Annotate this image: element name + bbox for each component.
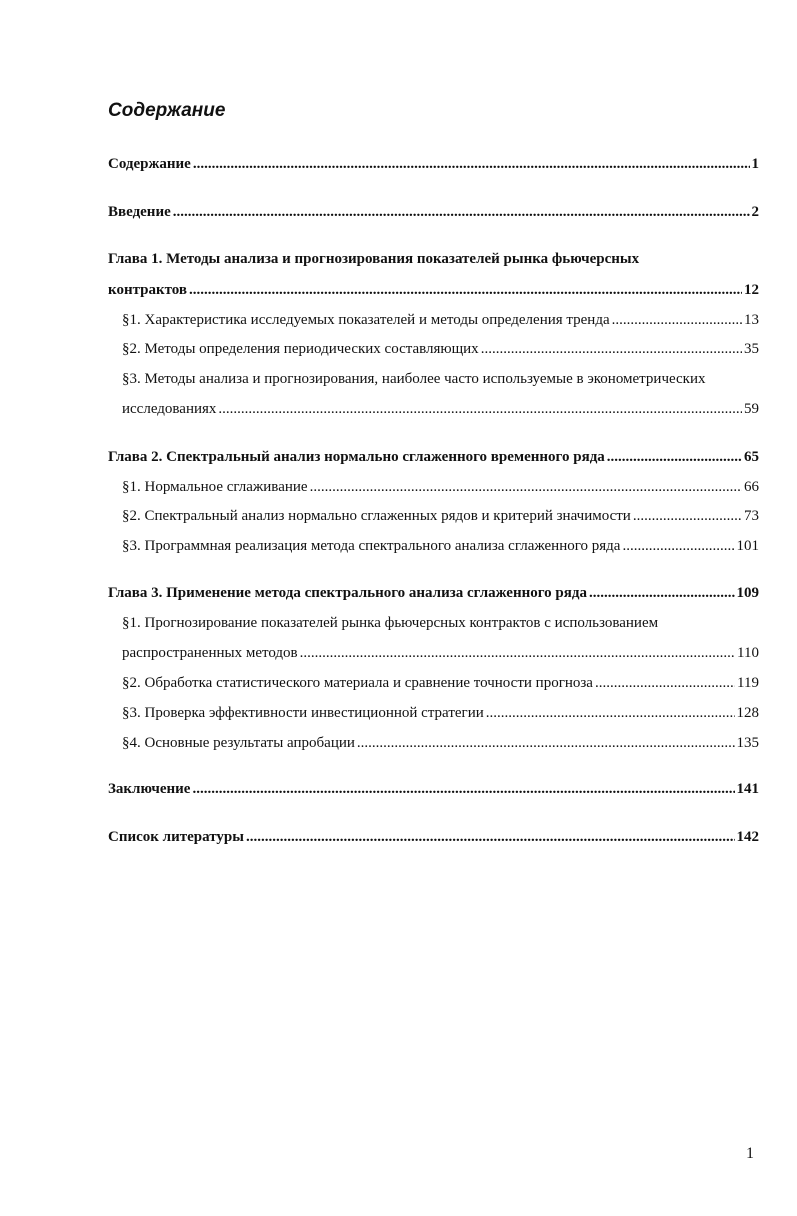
toc-entry-label: исследованиях xyxy=(122,401,217,417)
toc-entry-page: 35 xyxy=(744,341,759,357)
toc-entry-label: §2. Обработка статистического материала и сравнение точности прогноза xyxy=(122,675,593,691)
toc-entry-ch1-s3[interactable] xyxy=(122,401,759,418)
toc-entry-chapter-2[interactable] xyxy=(108,449,759,466)
toc-entry-ch3-s2[interactable] xyxy=(122,675,759,692)
dot-leader xyxy=(633,508,742,525)
toc-entry-ch3-s3[interactable] xyxy=(122,705,759,722)
page-title: Содержание xyxy=(108,100,226,121)
dot-leader xyxy=(612,312,742,329)
toc-entry-page: 141 xyxy=(736,781,759,797)
toc-entry-label: контрактов xyxy=(108,282,188,298)
toc-entry-page: 65 xyxy=(744,449,759,465)
toc-entry-page: 110 xyxy=(737,645,759,661)
toc-entry-label: Введение xyxy=(108,204,171,220)
toc-entry-label: §1. Характеристика исследуемых показателей и методы определения тренда xyxy=(122,312,610,328)
toc-entry-conclusion[interactable] xyxy=(108,781,759,798)
dot-leader xyxy=(595,675,735,692)
toc-entry-label: §4. Основные результаты апробации xyxy=(122,735,355,751)
toc-entry-label: §2. Спектральный анализ нормально сглаженных рядов и критерий значимости xyxy=(122,508,631,524)
dot-leader xyxy=(189,282,742,299)
toc-entry-ch2-s1[interactable] xyxy=(122,479,759,496)
dot-leader xyxy=(622,538,734,555)
toc-entry-page: 12 xyxy=(744,282,759,298)
dot-leader xyxy=(300,645,735,662)
toc-entry-label: §3. Проверка эффективности инвестиционной стратегии xyxy=(122,705,484,721)
toc-entry-page: 13 xyxy=(744,312,759,328)
toc-entry-chapter-3[interactable] xyxy=(108,585,759,602)
toc-entry-chapter-1[interactable] xyxy=(108,282,759,299)
toc-entry-page: 119 xyxy=(737,675,759,691)
dot-leader xyxy=(589,585,735,602)
toc-entry-label: Глава 3. Применение метода спектрального анализа сглаженного ряда xyxy=(108,585,587,601)
toc-entry-label: §3. Программная реализация метода спектрального анализа сглаженного ряда xyxy=(122,538,621,554)
toc-entry-page: 73 xyxy=(744,508,759,524)
toc-entry-ch1-s2[interactable] xyxy=(122,341,759,358)
toc-ch1-s3-title-line1: §3. Методы анализа и прогнозирования, наиболее часто используемые в эконометрических xyxy=(122,371,706,387)
toc-entry-page: 135 xyxy=(736,735,759,751)
toc-entry-page: 101 xyxy=(736,538,759,554)
toc-entry-references[interactable] xyxy=(108,829,759,846)
toc-entry-label: Глава 2. Спектральный анализ нормально сглаженного временного ряда xyxy=(108,449,605,465)
toc-entry-page: 66 xyxy=(744,479,759,495)
toc-entry-label: §2. Методы определения периодических составляющих xyxy=(122,341,479,357)
toc-entry-page: 128 xyxy=(736,705,759,721)
toc-entry-label: распространенных методов xyxy=(122,645,298,661)
toc-entry-page: 109 xyxy=(736,585,759,601)
dot-leader xyxy=(357,735,735,752)
dot-leader xyxy=(246,829,735,846)
toc-entry-page: 142 xyxy=(736,829,759,845)
dot-leader xyxy=(486,705,735,722)
toc-entry-page: 2 xyxy=(751,204,759,220)
dot-leader xyxy=(192,781,734,798)
toc-entry-page: 1 xyxy=(751,156,759,172)
dot-leader xyxy=(218,401,742,418)
toc-chapter-1-title-line1: Глава 1. Методы анализа и прогнозирования показателей рынка фьючерсных xyxy=(108,251,640,267)
toc-entry-label: Содержание xyxy=(108,156,191,172)
toc-entry-ch1-s1[interactable] xyxy=(122,312,759,329)
toc-entry-label: Список литературы xyxy=(108,829,244,845)
toc-entry-ch3-s4[interactable] xyxy=(122,735,759,752)
toc-ch3-s1-title-line1: §1. Прогнозирование показателей рынка фьючерсных контрактов с использованием xyxy=(122,615,659,631)
dot-leader xyxy=(193,156,750,173)
toc-entry-page: 59 xyxy=(744,401,759,417)
toc-entry-contents[interactable] xyxy=(108,156,759,173)
toc-entry-label: §1. Нормальное сглаживание xyxy=(122,479,308,495)
toc-entry-ch2-s2[interactable] xyxy=(122,508,759,525)
dot-leader xyxy=(310,479,742,496)
toc-entry-label: Заключение xyxy=(108,781,191,797)
dot-leader xyxy=(173,204,750,221)
toc-entry-ch3-s1[interactable] xyxy=(122,645,759,662)
page-number: 1 xyxy=(746,1145,754,1162)
dot-leader xyxy=(607,449,742,466)
dot-leader xyxy=(481,341,742,358)
toc-entry-ch2-s3[interactable] xyxy=(122,538,759,555)
toc-entry-intro[interactable] xyxy=(108,204,759,221)
